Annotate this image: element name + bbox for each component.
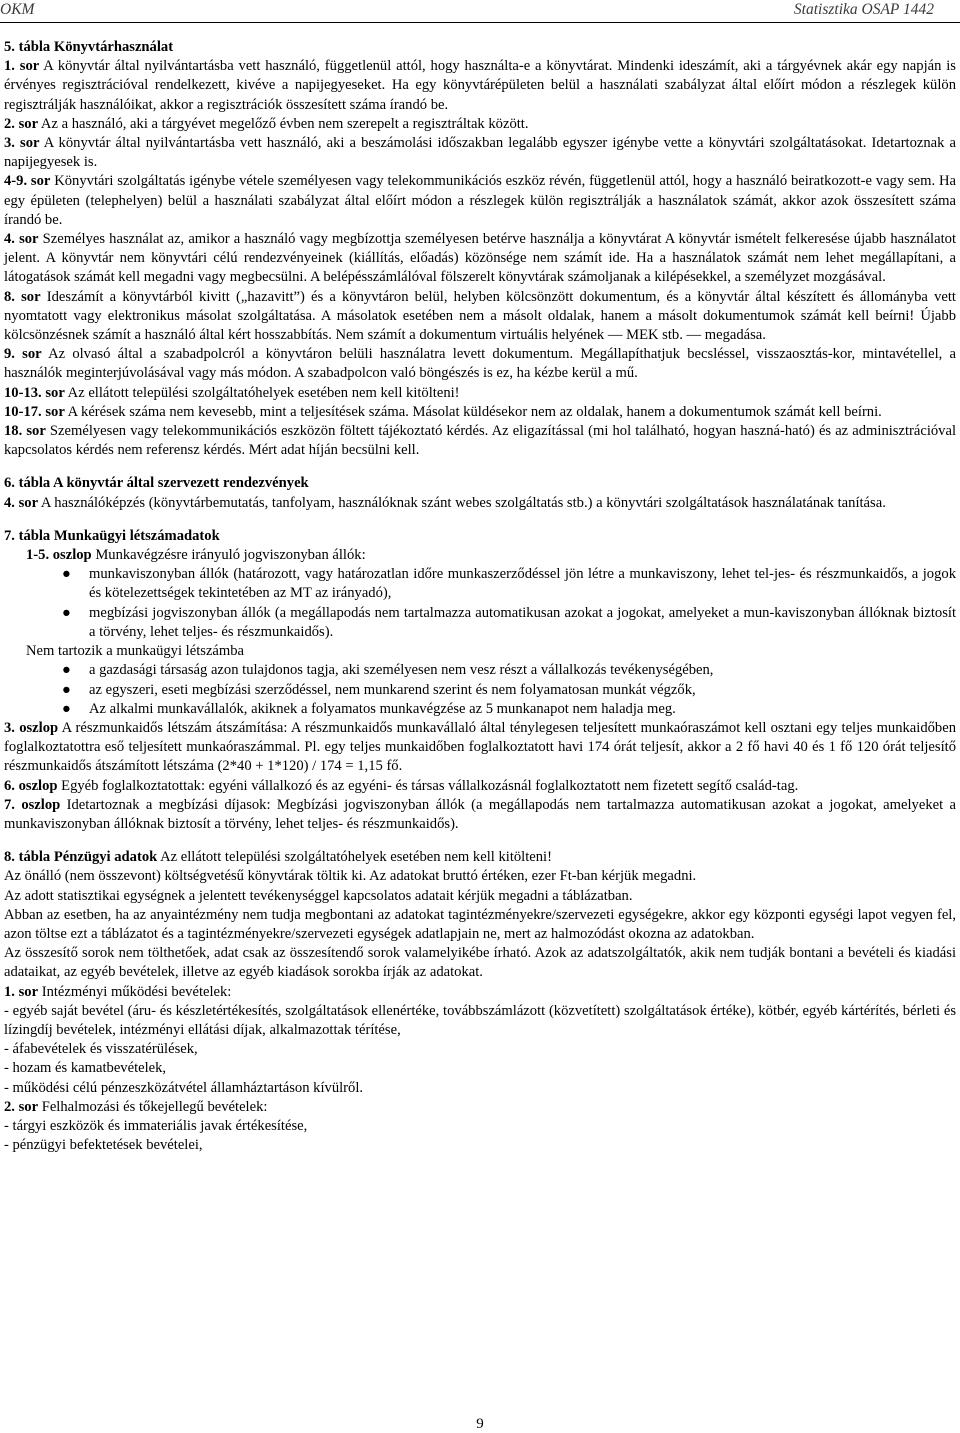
bullet-icon: ● [62,662,71,679]
row-key: 3. sor [4,135,40,152]
paragraph [4,134,956,172]
row-text: A könyvtár által nyilvántartásba vett használó, függetlenül attól, hogy használta-e a könyvtárat. Mindenki ideszámít, aki a tárgyévnek akár egy napján is érvényes regisztrációval rendelkezett, kivéve a napijegyeseket. Ha egy könyvtárépületen belül a használati szabályzat által előírt módon a részlegek külön regisztrálják használóikat, akkor a regisztrációk összesített száma írandó be. [4,58,956,113]
row-key: 4-9. sor [4,173,51,190]
list-item [4,661,956,680]
column-text: Egyéb foglalkoztatottak: egyéni vállalkozó és az egyéni- és társas vállalkozásnál foglalkoztatott nem fizetett segítő család-tag. [57,777,799,794]
list-item-text: az egyszeri, eseti megbízási szerződéssel, nem munkarend szerint és nem folyamatosan munkát végzők, [89,681,696,698]
paragraph [4,1098,956,1117]
dash-item: - áfabevételek és visszatérülések, [4,1041,198,1058]
row-key: 8. sor [4,288,41,305]
paragraph [4,384,956,403]
column-key: 1-5. oszlop [26,547,92,564]
paragraph: Az adott statisztikai egységnek a jelentett tevékenységgel kapcsolatos adatait kérjük megadni a táblázatban. [4,887,633,904]
paragraph [4,422,956,460]
document-body [4,38,956,1155]
paragraph [4,345,956,383]
row-key: 10-17. sor [4,403,65,420]
list-item [4,700,956,719]
list-item [4,604,956,642]
row-key: 1. sor [4,58,40,75]
list-item [4,681,956,700]
row-text: Az ellátott települési szolgáltatóhelyek esetében nem kell kitölteni! [64,384,460,401]
row-text: Az olvasó által a szabadpolcról a könyvtáron belüli használatra levett dokumentum. Megállapíthatjuk becsléssel, visszaosztás-kor, mintavétellel, a használók meginterjúvolásával vagy más módon. A szabadpolcon való böngészés is ez, ha kézbe kerül a mű. [4,346,956,382]
section-title-6: 6. tábla A könyvtár által szervezett rendezvények [4,475,309,492]
dash-item: - működési célú pénzeszközátvétel államháztartáson kívülről. [4,1079,364,1096]
paragraph [4,796,956,834]
header-right: Statisztika OSAP 1442 [793,1,934,18]
row-text: Személyesen vagy telekommunikációs eszközön föltett tájékoztató kérdés. Az eligazítással (mi hol található, hogyan haszná-ható) és az adminisztrációval kapcsolatos kérdés nem referensz kérdés. Mért adat híján becsülni kell. [4,423,956,459]
list-item [4,565,956,603]
dash-item: - pénzügyi befektetések bevételei, [4,1137,203,1154]
list-item-text: a gazdasági társaság azon tulajdonos tagja, aki személyesen nem vesz részt a vállalkozás tevékenységében, [89,662,714,679]
bullet-icon: ● [62,566,71,583]
paragraph [4,288,956,346]
paragraph [4,403,956,422]
paragraph [4,848,956,867]
row-text: Felhalmozási és tőkejellegű bevételek: [38,1098,268,1115]
column-key: 6. oszlop [4,777,58,794]
dash-item: - egyéb saját bevétel (áru- és készletértékesítés, szolgáltatások ellenértéke, továbbszámlázott (közvetített) szolgáltatások értéke), kötbér, egyéb kártérítés, bérleti és lízingdíj bevételek, intézményi ellátási díjak, alkalmazottak térítése, [4,1002,956,1038]
column-text: Idetartoznak a megbízási díjasok: Megbízási jogviszonyban állók (a megállapodás nem tartalmazza automatikusan azokat a jogokat, amelyeket a munkaviszonyban állóknak biztosít a törvény, lehet teljes- és részmunkaidős). [4,796,956,832]
row-key: 1. sor [4,983,39,1000]
paragraph [4,546,956,565]
row-key: 2. sor [4,1098,39,1115]
row-key: 18. sor [4,423,46,440]
bullet-icon: ● [62,681,71,698]
row-text: Könyvtári szolgáltatás igénybe vétele személyesen vagy telekommunikációs eszköz révén, függetlenül attól, hogy a használó beiratkozott-e vagy sem. Ha egy épületen (telephelyen) belül a használati szabályzat által előírt módon a részlegek külön regisztrálják a használatok számát, akkor azok összesített száma írandó be. [4,173,956,228]
row-key: 9. sor [4,346,42,363]
column-text: Munkavégzésre irányuló jogviszonyban állók: [91,547,366,564]
section-title-7: 7. tábla Munkaügyi létszámadatok [4,527,220,544]
paragraph: Abban az esetben, ha az anyaintézmény nem tudja megbontani az adatokat tagintézményekre/szervezeti egységekre, akkor egy központi egységi lapot vegyen fel, azon töltse ezt a táblázatot és a tagintézményekre/szervezeti egységek adatlapjain ne, mert az halmozódást okozna az adatokban. [4,906,956,942]
paragraph [4,172,956,230]
row-text: Intézményi működési bevételek: [38,983,232,1000]
paragraph: Nem tartozik a munkaügyi létszámba [26,643,245,660]
bullet-icon: ● [62,604,71,621]
column-text: A részmunkaidős létszám átszámítása: A részmunkaidős munkavállaló által ténylegesen teljesített munkaóraszámot kell osztani egy teljes munkaidőben foglalkoztatottra eső teljesített munkaóraszámmal. Pl. egy teljes munkaidőben foglalkoztatott havi 174 órát teljesít, akkor a 2 fő havi 40 és 1 fő 120 órát teljesítő részmunkaidős átszámított létszáma (2*40 + 1*120) / 174 = 1,15 fő. [4,719,957,775]
section-title-8-rest: Az ellátott települési szolgáltatóhelyek esetében nem kell kitölteni! [157,849,552,866]
paragraph [4,115,956,134]
dash-item: - tárgyi eszközök és immateriális javak értékesítése, [4,1117,308,1134]
header-left: OKM [0,1,35,18]
section-title-5: 5. tábla Könyvtárhasználat [4,39,174,55]
paragraph [4,57,956,115]
section-title-8: 8. tábla Pénzügyi adatok [4,849,158,866]
paragraph [4,230,956,288]
paragraph: Az összesítő sorok nem tölthetőek, adat csak az összesítendő sorok valamelyikébe írható. Azok az adatszolgáltatók, akik nem tudják bontani a bevételi és kiadási adataikat, az egyéb bevételek, illetve az egyéb kiadások sorokba írják az adatokat. [4,945,956,981]
row-key: 4. sor [4,231,39,248]
row-text: Ideszámít a könyvtárból kivitt („hazavitt”) és a könyvtáron belül, helyben kölcsönzött dokumentum, és a könyvtár által készített és állományba vett nyomtatott vagy elektronikus másolat szolgáltatása. A másolatok esetében nem a másolt oldalak, hanem a másolt dokumentumok számát kell beírni! Újabb kölcsönzésnek számít a használó által kért hosszabbítás. Nem számít a dokumentum virtuális helyének — MEK stb. — megadása. [4,288,956,344]
list-item-text: megbízási jogviszonyban állók (a megállapodás nem tartalmazza automatikusan azokat a jogokat, amelyeket a mun-kaviszonyban állóknak biztosít a törvény, lehet teljes- és részmunkaidős). [89,604,956,640]
dash-item: - hozam és kamatbevételek, [4,1060,167,1077]
list-item-text: Az alkalmi munkavállalók, akiknek a folyamatos munkavégzése az 5 munkanapot nem haladja meg. [89,700,676,717]
row-key: 2. sor [4,115,39,132]
page-header [0,0,960,23]
row-text: Személyes használat az, amikor a használó vagy megbízottja személyesen betérve használja a könyvtárat A könyvtár ismételt felkeresése újabb használatot jelent. A könyvtár nem könyvtári célú rendezvényeinek (kiállítás, előadás) közönsége nem számít ide. Ha a használatok számát nem lehet megállapítani, a látogatások számát kell megadni vagy megbecsülni. A belépésszámlálóval fölszerelt könyvtárak számoljanak a kilépésekkel, a személyzet mozgásával. [4,231,956,286]
page-number: 9 [476,1416,484,1432]
paragraph [4,494,956,513]
bullet-list [4,565,956,642]
row-key: 4. sor [4,494,39,511]
column-key: 3. oszlop [4,719,59,736]
paragraph [4,983,956,1002]
row-key: 10-13. sor [4,384,65,401]
list-item-text: munkaviszonyban állók (határozott, vagy határozatlan időre munkaszerződéssel jön létre a munkaviszony, lehet tel-jes- és részmunkaidős, a jogok és kötelezettségek tekintetében az MT az irányadó), [89,566,956,602]
paragraph: Az önálló (nem összevont) költségvetésű könyvtárak töltik ki. Az adatokat bruttó értéken, ezer Ft-ban kérjük megadni. [4,868,697,885]
paragraph [4,777,956,796]
bullet-list [4,661,956,719]
paragraph [4,719,956,777]
row-text: A könyvtár által nyilvántartásba vett használó, aki a beszámolási időszakban legalább egyszer igénybe vette a könyvtári szolgáltatásokat. Idetartoznak a napijegyesek is. [4,135,956,171]
row-text: A használóképzés (könyvtárbemutatás, tanfolyam, használóknak szánt webes szolgáltatás stb.) a könyvtári szolgáltatások használatának tanítása. [38,494,886,511]
row-text: Az a használó, aki a tárgyévet megelőző évben nem szerepelt a regisztráltak között. [38,115,529,132]
bullet-icon: ● [62,700,71,717]
column-key: 7. oszlop [4,796,61,813]
row-text: A kérések száma nem kevesebb, mint a teljesítések száma. Másolat küldésekor nem az oldalak, hanem a dokumentumok számát kell beírni. [64,403,882,420]
